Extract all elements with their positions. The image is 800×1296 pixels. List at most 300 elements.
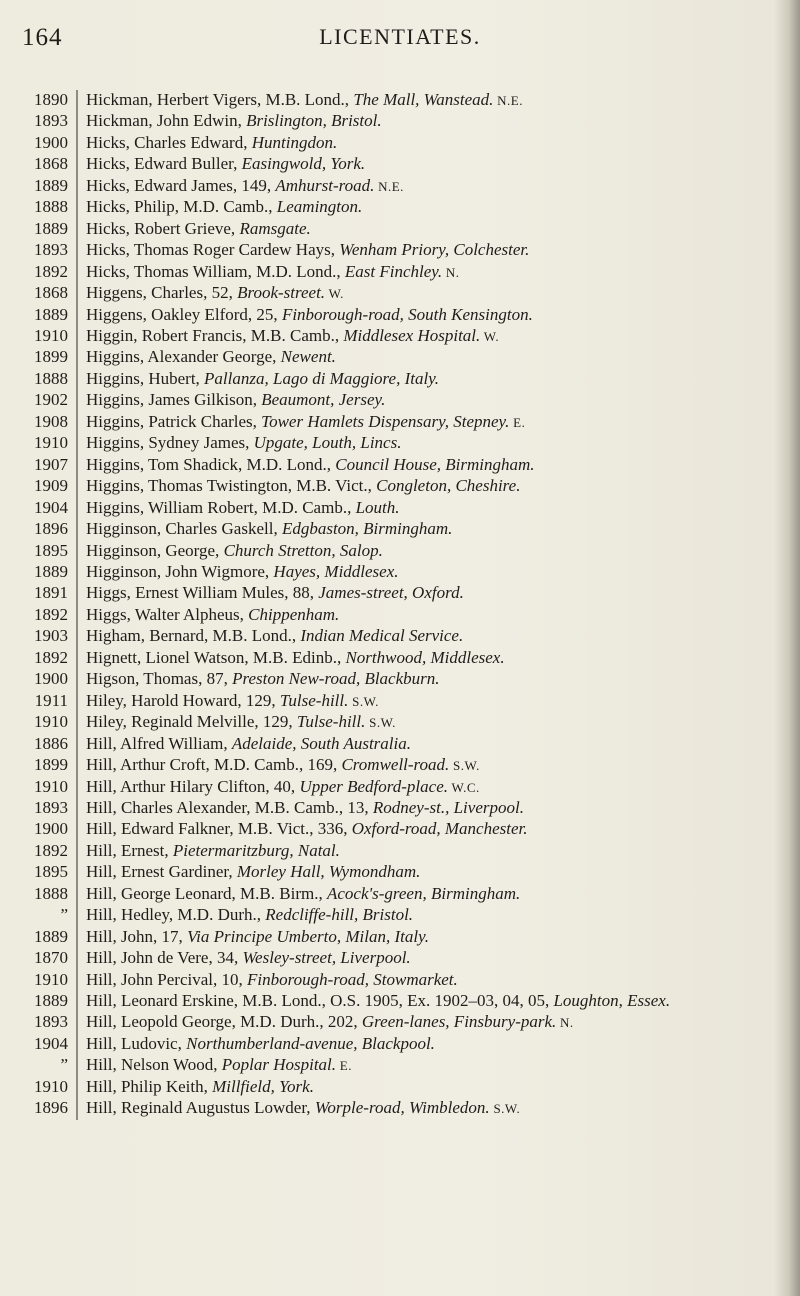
entry-text (86, 326, 790, 347)
entry-row (0, 412, 790, 433)
year-column-rule (76, 283, 78, 304)
entry-row (0, 562, 790, 583)
year-column-rule (76, 626, 78, 647)
entry-place: Amhurst-road. (275, 175, 375, 195)
year-column-rule (76, 712, 78, 733)
entry-district: W. (325, 286, 344, 302)
entry-place: Adelaide, South Australia. (231, 733, 411, 753)
entry-place: Pietermaritzburg, Natal. (172, 840, 340, 860)
entry-row (0, 176, 790, 197)
entry-text (86, 819, 790, 840)
entry-text (86, 154, 790, 175)
entry-text (86, 455, 790, 476)
entry-district: E. (336, 1058, 352, 1074)
entry-name: Hill, Hedley, M.D. Durh., (86, 905, 266, 925)
entry-year: 1910 (34, 1076, 68, 1096)
entry-year: 1889 (34, 561, 68, 581)
entry-year: 1889 (34, 175, 68, 195)
entry-row (0, 283, 790, 304)
entry-text (86, 176, 790, 197)
entry-place: Easingwold, York. (241, 154, 366, 174)
entry-name: Hill, Ernest Gardiner, (86, 862, 237, 882)
entry-year: 1910 (34, 969, 68, 989)
year-column-rule (76, 197, 78, 218)
entry-place: Church Stretton, Salop. (223, 540, 383, 560)
entry-year: 1892 (34, 604, 68, 624)
entry-name: Hill, Nelson Wood, (86, 1055, 222, 1075)
entry-name: Hill, Alfred William, (86, 733, 232, 753)
entry-name: Hicks, Thomas Roger Cardew Hays, (86, 240, 340, 260)
entry-year: 1886 (34, 733, 68, 753)
entry-place: Oxford-road, Manchester. (351, 819, 528, 839)
entry-place: Finborough-road, South Kensington. (281, 304, 533, 324)
entry-place: Pallanza, Lago di Maggiore, Italy. (204, 368, 440, 388)
entry-district: N.E. (374, 178, 404, 194)
entry-row (0, 691, 790, 712)
entry-year: 1893 (34, 797, 68, 817)
entry-name: Higginson, John Wigmore, (86, 561, 274, 581)
entry-district: E. (509, 414, 526, 430)
year-column-rule (76, 433, 78, 454)
entry-place: Louth. (355, 497, 400, 517)
entry-name: Higginson, Charles Gaskell, (86, 519, 282, 539)
entry-name: Hill, Leonard Erskine, M.B. Lond., O.S. 1905, Ex. 1902–03, 04, 05, (86, 991, 554, 1011)
entry-name: Hill, John, 17, (86, 926, 188, 946)
entry-row (0, 1098, 790, 1119)
year-column-rule (76, 541, 78, 562)
entry-text (86, 583, 790, 604)
entry-text (86, 755, 790, 776)
year-column-rule (76, 734, 78, 755)
entry-row (0, 369, 790, 390)
entry-district: S.W. (489, 1101, 521, 1117)
year-column-rule (76, 498, 78, 519)
entry-text (86, 498, 790, 519)
year-column-rule (76, 1055, 78, 1076)
entry-row (0, 777, 790, 798)
entry-name: Higgens, Oakley Elford, 25, (86, 304, 282, 324)
entry-text (86, 1034, 790, 1055)
year-column-rule (76, 755, 78, 776)
entry-place: Northwood, Middlesex. (345, 647, 505, 667)
entry-place: Upgate, Louth, Lincs. (253, 433, 402, 453)
entry-place: Via Principe Umberto, Milan, Italy. (187, 926, 429, 946)
entry-text (86, 562, 790, 583)
entry-name: Hiley, Harold Howard, 129, (86, 690, 280, 710)
entry-row (0, 476, 790, 497)
entry-row (0, 927, 790, 948)
entry-place: Poplar Hospital. (221, 1055, 337, 1075)
entry-row (0, 862, 790, 883)
year-column-rule (76, 1077, 78, 1098)
entry-year: 1899 (34, 755, 68, 775)
entry-year: 1892 (34, 647, 68, 667)
entry-year: 1896 (34, 1098, 68, 1118)
entry-row (0, 583, 790, 604)
year-column-rule (76, 948, 78, 969)
entry-text (86, 541, 790, 562)
entry-list (0, 90, 790, 1120)
entry-row (0, 1034, 790, 1055)
entry-year: 1903 (34, 626, 68, 646)
entry-row (0, 133, 790, 154)
entry-name: Hicks, Thomas William, M.D. Lond., (86, 261, 345, 281)
year-column-rule (76, 819, 78, 840)
year-column-rule (76, 90, 78, 111)
entry-district: N. (556, 1015, 574, 1031)
entry-year: 1904 (34, 1033, 68, 1053)
running-head: LICENTIATES. (319, 24, 481, 49)
entry-place: Millfield, York. (212, 1076, 314, 1096)
year-column-rule (76, 562, 78, 583)
entry-text (86, 240, 790, 261)
year-column-rule (76, 1098, 78, 1119)
entry-place: Acock's-green, Birmingham. (326, 883, 521, 903)
entry-row (0, 1012, 790, 1033)
entry-year: 1902 (34, 390, 68, 410)
entry-place: Wesley-street, Liverpool. (242, 948, 411, 968)
entry-place: Preston New-road, Blackburn. (232, 669, 440, 689)
entry-name: Hill, John Percival, 10, (86, 969, 248, 989)
entry-year: 1910 (34, 776, 68, 796)
entry-text (86, 648, 790, 669)
entry-district: W. (480, 328, 500, 344)
entry-name: Higgins, Sydney James, (86, 433, 254, 453)
entry-text (86, 1055, 790, 1076)
entry-row (0, 991, 790, 1012)
year-column-rule (76, 991, 78, 1012)
entry-year: 1868 (34, 154, 68, 174)
entry-place: Huntingdon. (251, 132, 338, 152)
entry-row (0, 755, 790, 776)
entry-text (86, 283, 790, 304)
entry-row (0, 712, 790, 733)
entry-row (0, 262, 790, 283)
entry-place: Congleton, Cheshire. (376, 476, 521, 496)
year-column-rule (76, 1012, 78, 1033)
entry-row (0, 669, 790, 690)
year-column-rule (76, 519, 78, 540)
year-column-rule (76, 605, 78, 626)
entry-district: S.W. (348, 693, 379, 709)
entry-place: Ramsgate. (239, 218, 311, 238)
entry-place: Morley Hall, Wymondham. (236, 862, 421, 882)
entry-place: Tower Hamlets Dispensary, Stepney. (261, 411, 510, 431)
entry-name: Higgins, James Gilkison, (86, 390, 262, 410)
entry-text (86, 777, 790, 798)
entry-row (0, 197, 790, 218)
entry-place: Finborough-road, Stowmarket. (247, 969, 458, 989)
entry-text (86, 390, 790, 411)
entry-place: East Finchley. (344, 261, 443, 281)
entry-year: 1910 (34, 433, 68, 453)
entry-year: 1910 (34, 712, 68, 732)
entry-row (0, 541, 790, 562)
entry-text (86, 884, 790, 905)
entry-year: 1892 (34, 261, 68, 281)
entry-text (86, 111, 790, 132)
entry-text (86, 948, 790, 969)
entry-row (0, 884, 790, 905)
entry-year: 1900 (34, 669, 68, 689)
entry-text (86, 712, 790, 733)
entry-name: Hill, Leopold George, M.D. Durh., 202, (86, 1012, 362, 1032)
entry-place: Northumberland-avenue, Blackpool. (186, 1033, 435, 1053)
entry-name: Higgs, Walter Alpheus, (86, 604, 249, 624)
entry-place: Green-lanes, Finsbury-park. (361, 1012, 557, 1032)
entry-district: N.E. (493, 93, 523, 108)
entry-name: Hicks, Charles Edward, (86, 132, 252, 152)
entry-year: 1911 (34, 690, 68, 710)
entry-row (0, 626, 790, 647)
entry-name: Hicks, Robert Grieve, (86, 218, 240, 238)
entry-name: Higgins, Hubert, (86, 368, 205, 388)
entry-row (0, 498, 790, 519)
entry-name: Hignett, Lionel Watson, M.B. Edinb., (86, 647, 346, 667)
entry-name: Higgins, Patrick Charles, (86, 411, 262, 431)
entry-text (86, 927, 790, 948)
entry-place: James-street, Oxford. (318, 583, 464, 603)
entry-year: 1909 (34, 476, 68, 496)
year-column-rule (76, 412, 78, 433)
entry-year: 1889 (34, 304, 68, 324)
entry-place: Indian Medical Service. (300, 626, 464, 646)
entry-place: The Mall, Wanstead. (353, 90, 494, 109)
entry-text (86, 669, 790, 690)
entry-name: Hill, Ernest, (86, 840, 173, 860)
year-column-rule (76, 111, 78, 132)
entry-row (0, 111, 790, 132)
entry-year: 1900 (34, 819, 68, 839)
entry-place: Council House, Birmingham. (335, 454, 535, 474)
entry-year: ” (60, 1055, 68, 1075)
year-column-rule (76, 669, 78, 690)
entry-year: 1893 (34, 240, 68, 260)
entry-text (86, 862, 790, 883)
entry-row (0, 154, 790, 175)
entry-row (0, 798, 790, 819)
entry-row (0, 605, 790, 626)
entry-text (86, 347, 790, 368)
year-column-rule (76, 262, 78, 283)
entry-year: 1870 (34, 948, 68, 968)
entry-name: Hickman, Herbert Vigers, M.B. Lond., (86, 90, 354, 109)
entry-place: Worple-road, Wimbledon. (314, 1098, 490, 1118)
entry-district: S.W. (449, 758, 480, 774)
entry-place: Brook-street. (237, 283, 326, 303)
entry-place: Brislington, Bristol. (246, 111, 382, 131)
entry-row (0, 240, 790, 261)
entry-text (86, 841, 790, 862)
entry-row (0, 648, 790, 669)
page-number: 164 (22, 24, 63, 51)
entry-place: Chippenham. (248, 604, 340, 624)
entry-place: Edgbaston, Birmingham. (281, 519, 453, 539)
entry-district: W.C. (448, 779, 480, 795)
entry-year: 1896 (34, 519, 68, 539)
entry-row (0, 347, 790, 368)
year-column-rule (76, 970, 78, 991)
entry-place: Loughton, Essex. (553, 991, 671, 1011)
entry-text (86, 626, 790, 647)
year-column-rule (76, 1034, 78, 1055)
year-column-rule (76, 862, 78, 883)
entry-name: Hickman, John Edwin, (86, 111, 247, 131)
entry-text (86, 305, 790, 326)
entry-text (86, 262, 790, 283)
entry-text (86, 519, 790, 540)
entry-name: Higson, Thomas, 87, (86, 669, 233, 689)
entry-row (0, 734, 790, 755)
entry-row (0, 948, 790, 969)
entry-name: Higgins, Alexander George, (86, 347, 281, 367)
entry-year: ” (60, 905, 68, 925)
entry-year: 1893 (34, 1012, 68, 1032)
entry-year: 1899 (34, 347, 68, 367)
entry-place: Rodney-st., Liverpool. (372, 797, 524, 817)
entry-row (0, 219, 790, 240)
entry-year: 1895 (34, 540, 68, 560)
entry-name: Hill, Arthur Croft, M.D. Camb., 169, (86, 755, 342, 775)
entry-year: 1889 (34, 926, 68, 946)
entry-name: Higginson, George, (86, 540, 224, 560)
entry-district: N. (442, 264, 460, 280)
entry-name: Higgs, Ernest William Mules, 88, (86, 583, 319, 603)
entry-text (86, 1098, 790, 1119)
entry-place: Hayes, Middlesex. (273, 561, 399, 581)
entry-name: Hill, John de Vere, 34, (86, 948, 243, 968)
year-column-rule (76, 347, 78, 368)
entry-text (86, 1012, 790, 1033)
entry-place: Middlesex Hospital. (343, 325, 481, 345)
entry-place: Cromwell-road. (341, 755, 450, 775)
entry-row (0, 390, 790, 411)
entry-year: 1891 (34, 583, 68, 603)
entry-place: Upper Bedford-place. (299, 776, 448, 796)
entry-name: Hicks, Edward Buller, (86, 154, 242, 174)
entry-name: Higgins, William Robert, M.D. Camb., (86, 497, 356, 517)
entry-year: 1890 (34, 90, 68, 109)
entry-name: Hicks, Edward James, 149, (86, 175, 276, 195)
entry-text (86, 905, 790, 926)
entry-row (0, 819, 790, 840)
entry-text (86, 219, 790, 240)
entry-name: Hill, Charles Alexander, M.B. Camb., 13, (86, 797, 373, 817)
year-column-rule (76, 305, 78, 326)
year-column-rule (76, 455, 78, 476)
entry-text (86, 691, 790, 712)
entry-year: 1888 (34, 368, 68, 388)
entry-row (0, 970, 790, 991)
entry-place: Beaumont, Jersey. (261, 390, 386, 410)
entry-year: 1892 (34, 840, 68, 860)
entry-text (86, 991, 790, 1012)
year-column-rule (76, 583, 78, 604)
entry-place: Tulse-hill. (296, 712, 366, 732)
entry-name: Higham, Bernard, M.B. Lond., (86, 626, 301, 646)
entry-name: Hicks, Philip, M.D. Camb., (86, 197, 277, 217)
entry-text (86, 90, 790, 111)
entry-text (86, 133, 790, 154)
entry-year: 1888 (34, 883, 68, 903)
entry-place: Redcliffe-hill, Bristol. (265, 905, 414, 925)
entry-year: 1908 (34, 411, 68, 431)
entry-row (0, 90, 790, 111)
entry-name: Hill, Arthur Hilary Clifton, 40, (86, 776, 300, 796)
entry-text (86, 605, 790, 626)
entry-district: S.W. (365, 715, 396, 731)
entry-name: Hill, George Leonard, M.B. Birm., (86, 883, 327, 903)
year-column-rule (76, 648, 78, 669)
entry-row (0, 1055, 790, 1076)
year-column-rule (76, 798, 78, 819)
year-column-rule (76, 240, 78, 261)
entry-text (86, 798, 790, 819)
entry-text (86, 970, 790, 991)
entry-name: Higgens, Charles, 52, (86, 283, 238, 303)
entry-year: 1904 (34, 497, 68, 517)
entry-name: Hill, Edward Falkner, M.B. Vict., 336, (86, 819, 352, 839)
entry-place: Newent. (280, 347, 336, 367)
entry-row (0, 1077, 790, 1098)
year-column-rule (76, 841, 78, 862)
year-column-rule (76, 884, 78, 905)
year-column-rule (76, 777, 78, 798)
entry-text (86, 476, 790, 497)
entry-name: Hill, Philip Keith, (86, 1076, 213, 1096)
year-column-rule (76, 476, 78, 497)
entry-place: Leamington. (276, 197, 363, 217)
entry-text (86, 433, 790, 454)
entry-year: 1889 (34, 991, 68, 1011)
year-column-rule (76, 176, 78, 197)
entry-year: 1907 (34, 454, 68, 474)
year-column-rule (76, 369, 78, 390)
year-column-rule (76, 154, 78, 175)
entry-row (0, 905, 790, 926)
year-column-rule (76, 691, 78, 712)
entry-place: Wenham Priory, Colchester. (339, 240, 530, 260)
year-column-rule (76, 927, 78, 948)
entry-name: Hiley, Reginald Melville, 129, (86, 712, 297, 732)
entry-name: Hill, Reginald Augustus Lowder, (86, 1098, 315, 1118)
entry-text (86, 197, 790, 218)
entry-row (0, 455, 790, 476)
entry-row (0, 433, 790, 454)
entry-text (86, 734, 790, 755)
entry-year: 1888 (34, 197, 68, 217)
entry-year: 1893 (34, 111, 68, 131)
year-column-rule (76, 390, 78, 411)
entry-year: 1868 (34, 283, 68, 303)
year-column-rule (76, 326, 78, 347)
entry-year: 1895 (34, 862, 68, 882)
year-column-rule (76, 133, 78, 154)
entry-place: Tulse-hill. (279, 690, 349, 710)
entry-name: Higgin, Robert Francis, M.B. Camb., (86, 325, 344, 345)
entry-name: Higgins, Thomas Twistington, M.B. Vict., (86, 476, 377, 496)
entry-year: 1889 (34, 218, 68, 238)
entry-name: Higgins, Tom Shadick, M.D. Lond., (86, 454, 336, 474)
entry-text (86, 1077, 790, 1098)
year-column-rule (76, 219, 78, 240)
entry-text (86, 369, 790, 390)
page-edge-shadow (774, 0, 800, 1296)
entry-row (0, 841, 790, 862)
entry-row (0, 519, 790, 540)
entry-year: 1900 (34, 132, 68, 152)
entry-text (86, 412, 790, 433)
